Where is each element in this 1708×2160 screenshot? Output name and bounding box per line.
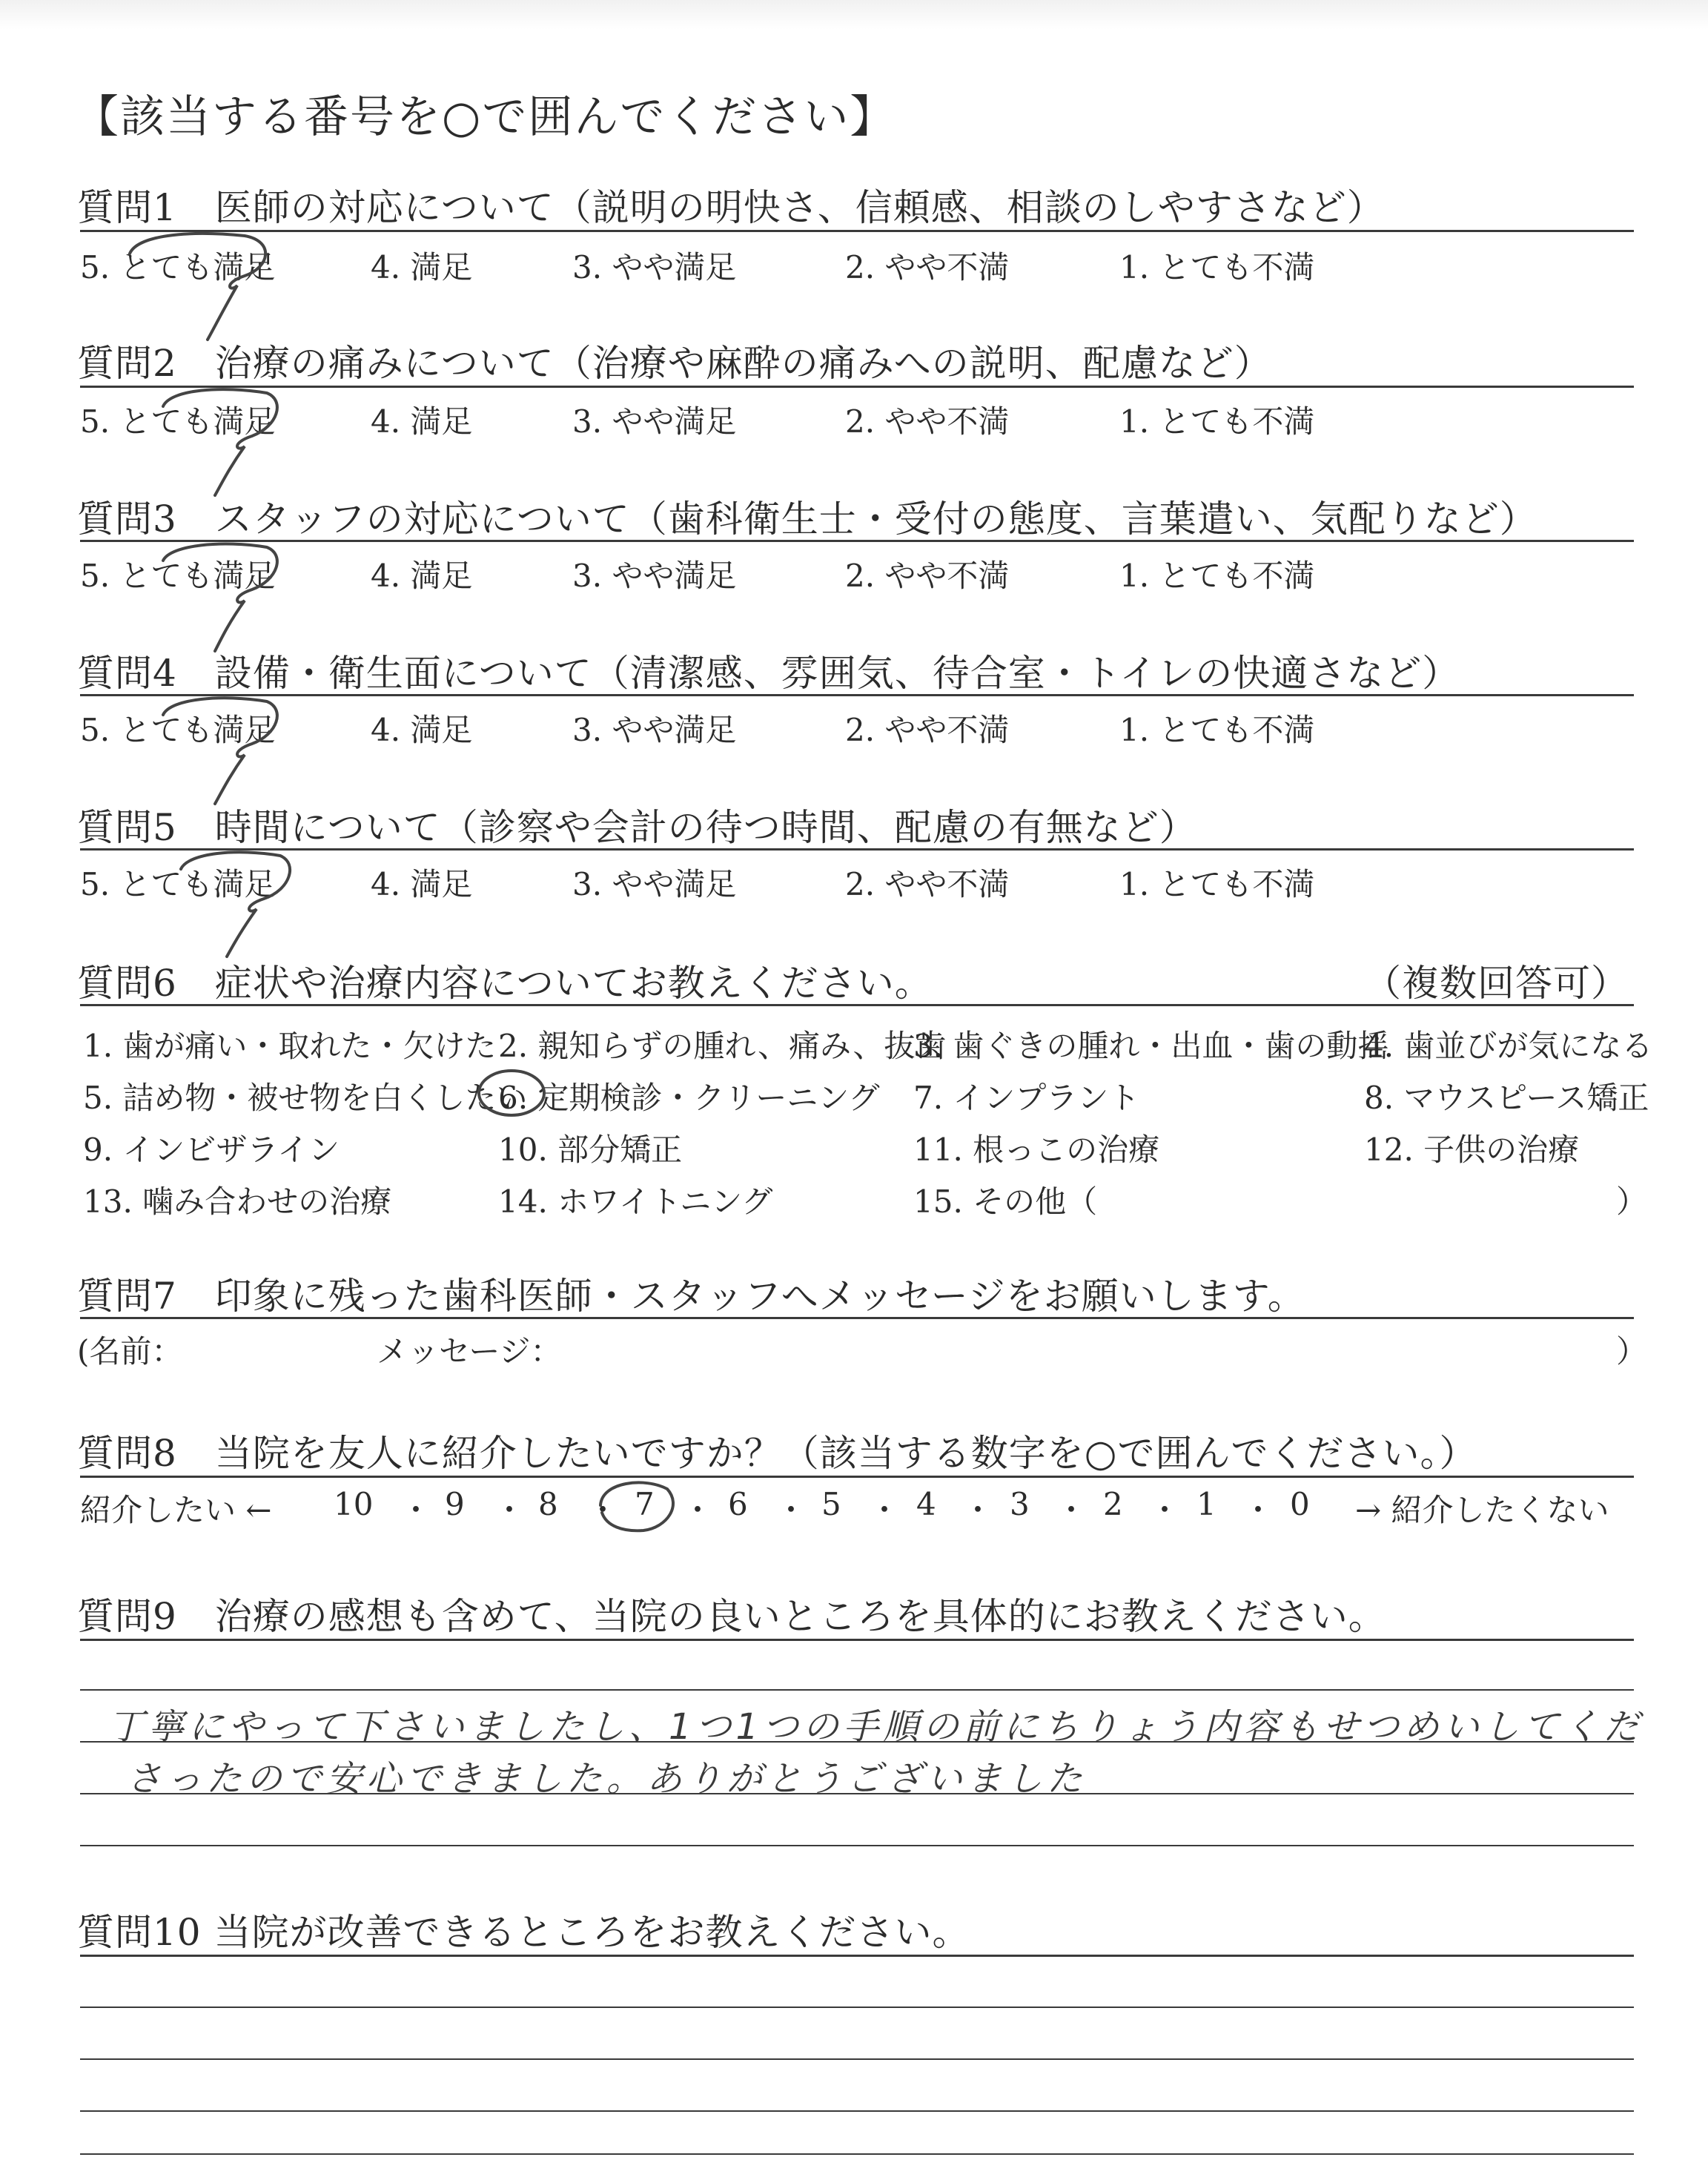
- q1-option-3[interactable]: 3. やや満足: [572, 249, 737, 285]
- q8-score-1[interactable]: 1: [1196, 1486, 1217, 1522]
- q3-rule: [80, 540, 1634, 542]
- q8-score-0[interactable]: 0: [1290, 1486, 1310, 1522]
- q9-handwritten-answer-1: 丁寧にやって下さいましたし、1つ1つの手順の前にちりょう内容もせつめいしてくだ: [108, 1706, 1644, 1748]
- q6-option-3[interactable]: 3. 歯ぐきの腫れ・出血・歯の動揺: [913, 1028, 1389, 1064]
- q6-option-13[interactable]: 13. 噛み合わせの治療: [83, 1183, 392, 1220]
- q3-title: 質問3 スタッフの対応について（歯科衛生士・受付の態度、言葉遣い、気配りなど）: [77, 498, 1537, 541]
- q8-right-label: → 紹介したくない: [1355, 1492, 1609, 1528]
- q6-option-2[interactable]: 2. 親知らずの腫れ、痛み、抜歯: [498, 1028, 947, 1064]
- q1-option-1[interactable]: 1. とても不満: [1119, 249, 1315, 285]
- q6-option-8[interactable]: 8. マウスピース矯正: [1364, 1080, 1649, 1116]
- q5-option-4[interactable]: 4. 満足: [371, 866, 473, 902]
- q8-score-10[interactable]: 10: [334, 1486, 374, 1522]
- q3-option-3[interactable]: 3. やや満足: [572, 558, 737, 594]
- q7-close-paren: ）: [1616, 1333, 1648, 1370]
- q8-sep: ・: [494, 1492, 526, 1528]
- q8-sep: ・: [400, 1492, 432, 1528]
- q6-option-7[interactable]: 7. インプラント: [913, 1080, 1140, 1116]
- q4-rule: [80, 694, 1634, 696]
- q8-sep: ・: [1149, 1492, 1181, 1528]
- q6-option-15[interactable]: 15. その他（: [913, 1183, 1098, 1220]
- q4-option-5[interactable]: 5. とても満足: [80, 712, 276, 748]
- q7-rule: [80, 1317, 1634, 1319]
- q6-option-12[interactable]: 12. 子供の治療: [1364, 1132, 1580, 1168]
- q6-option-11[interactable]: 11. 根っこの治療: [913, 1132, 1160, 1168]
- q6-title: 質問6 症状や治療内容についてお教えください。: [77, 962, 933, 1005]
- q8-score-4[interactable]: 4: [916, 1486, 936, 1522]
- q9-handwritten-answer-2: さったので安心できました。ありがとうございました: [126, 1758, 1088, 1800]
- q8-rule: [80, 1476, 1634, 1478]
- scan-top-band: [0, 0, 1708, 30]
- q7-message-label: メッセージ：: [377, 1333, 562, 1370]
- q2-option-3[interactable]: 3. やや満足: [572, 403, 737, 440]
- q5-option-3[interactable]: 3. やや満足: [572, 866, 737, 902]
- q2-option-2[interactable]: 2. やや不満: [845, 403, 1010, 440]
- q9-title: 質問9 治療の感想も含めて、当院の良いところを具体的にお教えください。: [77, 1595, 1386, 1638]
- q1-option-5[interactable]: 5. とても満足: [80, 249, 276, 285]
- q6-option-4[interactable]: 4. 歯並びが気になる: [1364, 1028, 1653, 1064]
- q8-sep: ・: [587, 1492, 619, 1528]
- q3-option-4[interactable]: 4. 満足: [371, 558, 473, 594]
- q6-option-14[interactable]: 14. ホワイトニング: [498, 1183, 773, 1220]
- q5-title: 質問5 時間について（診察や会計の待つ時間、配慮の有無など）: [77, 806, 1197, 849]
- q8-score-2[interactable]: 2: [1103, 1486, 1123, 1522]
- q2-title: 質問2 治療の痛みについて（治療や麻酔の痛みへの説明、配慮など）: [77, 342, 1272, 385]
- q5-option-1[interactable]: 1. とても不満: [1119, 866, 1315, 902]
- q8-score-7[interactable]: 7: [635, 1486, 655, 1522]
- q1-title: 質問1 医師の対応について（説明の明快さ、信頼感、相談のしやすさなど）: [77, 186, 1385, 229]
- q8-score-9[interactable]: 9: [445, 1486, 465, 1522]
- q10-answer-line-2: [80, 2058, 1634, 2060]
- q9-rule: [80, 1639, 1634, 1641]
- q2-option-1[interactable]: 1. とても不満: [1119, 403, 1315, 440]
- q2-option-5[interactable]: 5. とても満足: [80, 403, 276, 440]
- q10-answer-line-1: [80, 2007, 1634, 2008]
- q7-title: 質問7 印象に残った歯科医師・スタッフへメッセージをお願いします。: [77, 1275, 1305, 1318]
- q10-title: 質問10 当院が改善できるところをお教えください。: [77, 1911, 970, 1954]
- q6-option-5[interactable]: 5. 詰め物・被せ物を白くしたい: [83, 1080, 528, 1116]
- q6-option-1[interactable]: 1. 歯が痛い・取れた・欠けた: [83, 1028, 497, 1064]
- q7-name-label: (名前：: [77, 1333, 183, 1370]
- q8-sep: ・: [869, 1492, 901, 1528]
- q4-option-4[interactable]: 4. 満足: [371, 712, 473, 748]
- q6-rule: [80, 1004, 1634, 1006]
- q10-answer-line-4: [80, 2153, 1634, 2155]
- q6-option-6[interactable]: 6. 定期検診・クリーニング: [498, 1080, 880, 1116]
- q10-answer-line-3: [80, 2110, 1634, 2112]
- q6-option-9[interactable]: 9. インビザライン: [83, 1132, 340, 1168]
- q8-sep: ・: [962, 1492, 994, 1528]
- q1-option-4[interactable]: 4. 満足: [371, 249, 473, 285]
- q8-sep: ・: [1242, 1492, 1274, 1528]
- q5-rule: [80, 848, 1634, 851]
- q8-score-3[interactable]: 3: [1010, 1486, 1030, 1522]
- q8-left-label: 紹介したい ←: [80, 1492, 272, 1528]
- q3-option-1[interactable]: 1. とても不満: [1119, 558, 1315, 594]
- form-heading: 【該当する番号を○で囲んでください】: [74, 91, 896, 143]
- q8-sep: ・: [775, 1492, 807, 1528]
- q3-option-2[interactable]: 2. やや不満: [845, 558, 1010, 594]
- q1-option-2[interactable]: 2. やや不満: [845, 249, 1010, 285]
- q8-score-8[interactable]: 8: [538, 1486, 558, 1522]
- q5-option-2[interactable]: 2. やや不満: [845, 866, 1010, 902]
- q5-option-5[interactable]: 5. とても満足: [80, 866, 276, 902]
- q4-title: 質問4 設備・衛生面について（清潔感、雰囲気、待合室・トイレの快適さなど）: [77, 652, 1460, 695]
- q4-option-1[interactable]: 1. とても不満: [1119, 712, 1315, 748]
- q3-option-5[interactable]: 5. とても満足: [80, 558, 276, 594]
- q9-answer-line-1: [80, 1689, 1634, 1691]
- q6-other-close-paren: ）: [1616, 1183, 1648, 1220]
- q6-multiple-note: （複数回答可）: [1364, 962, 1629, 1005]
- q4-option-3[interactable]: 3. やや満足: [572, 712, 737, 748]
- q2-rule: [80, 386, 1634, 388]
- q8-score-5[interactable]: 5: [821, 1486, 841, 1522]
- q9-answer-line-4: [80, 1845, 1634, 1846]
- q2-option-4[interactable]: 4. 満足: [371, 403, 473, 440]
- q1-rule: [80, 230, 1634, 232]
- q10-rule: [80, 1955, 1634, 1957]
- q8-title: 質問8 当院を友人に紹介したいですか？（該当する数字を○で囲んでください。）: [77, 1432, 1477, 1475]
- q6-option-10[interactable]: 10. 部分矯正: [498, 1132, 683, 1168]
- q8-sep: ・: [1056, 1492, 1088, 1528]
- q8-score-6[interactable]: 6: [728, 1486, 748, 1522]
- q4-option-2[interactable]: 2. やや不満: [845, 712, 1010, 748]
- q8-sep: ・: [682, 1492, 714, 1528]
